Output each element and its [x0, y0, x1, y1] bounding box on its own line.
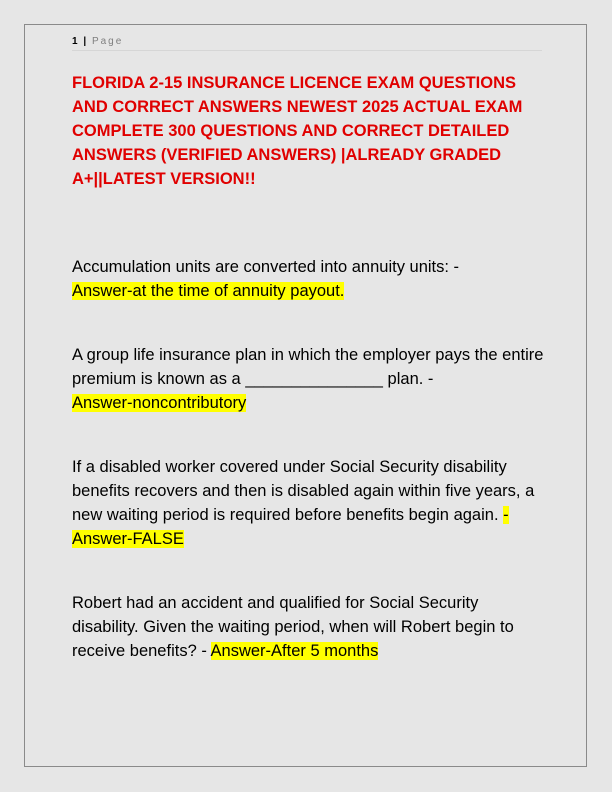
qa-item: [72, 455, 547, 551]
page-separator: |: [83, 36, 87, 47]
answer-text: Answer-at the time of annuity payout.: [72, 282, 345, 300]
answer-text: Answer-After 5 months: [210, 642, 379, 660]
page-label: Page: [91, 36, 124, 47]
qa-item: [72, 255, 547, 303]
answer-text: - Answer-FALSE: [72, 506, 509, 548]
answer-text: Answer-noncontributory: [72, 394, 247, 412]
document-title: FLORIDA 2-15 INSURANCE LICENCE EXAM QUESTIONS AND CORRECT ANSWERS NEWEST 2025 ACTUAL EXAM COMPLETE 300 QUESTIONS AND CORRECT DETAILED ANSWERS (VERIFIED ANSWERS) |ALREADY GRADED A+||LATEST VERSION!!: [72, 74, 523, 188]
question-text: Robert had an accident and qualified for Social Security disability. Given the waiting period, when will Robert begin to receive benefits? -: [72, 594, 514, 660]
question-text: Accumulation units are converted into annuity units: -: [72, 258, 460, 276]
qa-item: [72, 591, 547, 663]
page-header: [72, 36, 542, 51]
question-text: A group life insurance plan in which the employer pays the entire premium is known as a _______________ plan. -: [72, 346, 544, 388]
question-text: If a disabled worker covered under Social Security disability benefits recovers and then is disabled again within five years, a new waiting period is required before benefits begin again.: [72, 458, 535, 524]
page-number: 1: [72, 36, 79, 47]
qa-item: [72, 343, 547, 415]
